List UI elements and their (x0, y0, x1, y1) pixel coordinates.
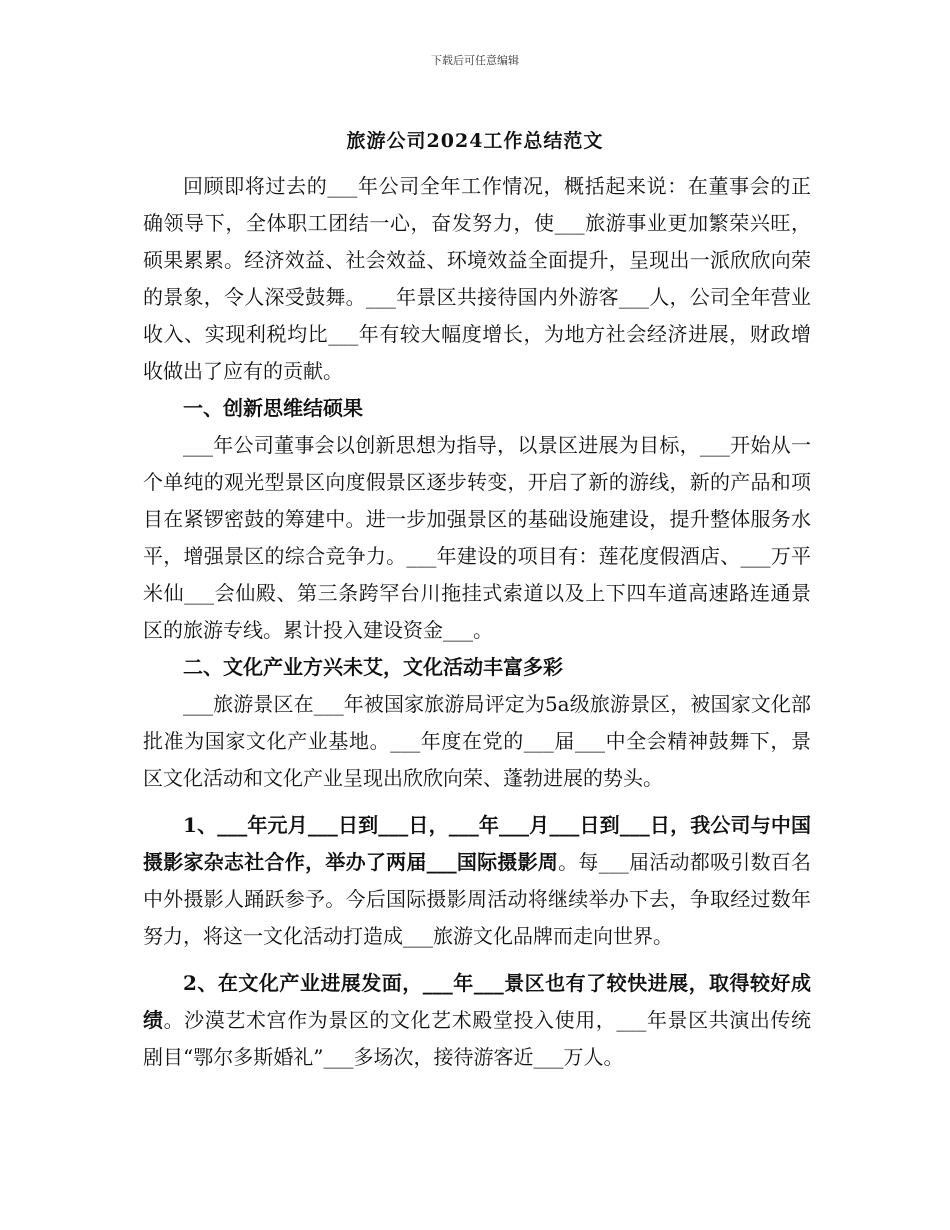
section-heading-1: 一、创新思维结硕果 (183, 396, 363, 420)
numbered-item-2-lead: 2、在文化产业进展发面，___年___景区也有了较快进展，取得较好成绩 (143, 971, 811, 1032)
numbered-item-1 (143, 807, 811, 955)
document-body (143, 168, 811, 1076)
document-title: 旅游公司2024工作总结范文 (346, 130, 604, 152)
numbered-item-2 (143, 965, 811, 1076)
numbered-item-1-lead: 1、___年元月___日到___日，___年___月___日到___日，我公司与中国摄影家杂志社合作，举办了两届___国际摄影周 (143, 813, 811, 874)
numbered-item-1-rest: 。每___届活动都吸引数百名中外摄影人踊跃参予。今后国际摄影周活动将继续举办下去，争取经过数年努力，将这一文化活动打造成___旅游文化品牌而走向世界。 (143, 850, 812, 948)
intro-paragraph: 回顾即将过去的___年公司全年工作情况，概括起来说：在董事会的正确领导下，全体职工团结一心，奋发努力，使___旅游事业更加繁荣兴旺，硕果累累。经济效益、社会效益、环境效益全面提升，呈现出一派欣欣向荣的景象，令人深受鼓舞。___年景区共接待国内外游客___人，公司全年营业收入、实现利税均比___年有较大幅度增长，为地方社会经济进展，财政增收做出了应有的贡献。 (143, 174, 811, 383)
section-2-paragraph: ___旅游景区在___年被国家旅游局评定为5a级旅游景区，被国家文化部批准为国家文化产业基地。___年度在党的___届___中全会精神鼓舞下，景区文化活动和文化产业呈现出欣欣向荣、蓬勃进展的势头。 (143, 692, 811, 790)
header-note: 下载后可任意编辑 (431, 54, 519, 67)
section-heading-2: 二、文化产业方兴未艾，文化活动丰富多彩 (183, 655, 563, 679)
numbered-item-2-rest: 。沙漠艺术宫作为景区的文化艺术殿堂投入使用，___年景区共演出传统剧目“鄂尔多斯婚礼”___多场次，接待游客近___万人。 (143, 1008, 812, 1069)
section-1-paragraph: ___年公司董事会以创新思想为指导，以景区进展为目标，___开始从一个单纯的观光型景区向度假景区逐步转变，开启了新的游线，新的产品和项目在紧锣密鼓的筹建中。进一步加强景区的基础设施建设，提升整体服务水平，增强景区的综合竞争力。___年建设的项目有：莲花度假酒店、___万平米仙___会仙殿、第三条跨罕台川拖挂式索道以及上下四车道高速路连通景区的旅游专线。累计投入建设资金___。 (143, 433, 811, 642)
